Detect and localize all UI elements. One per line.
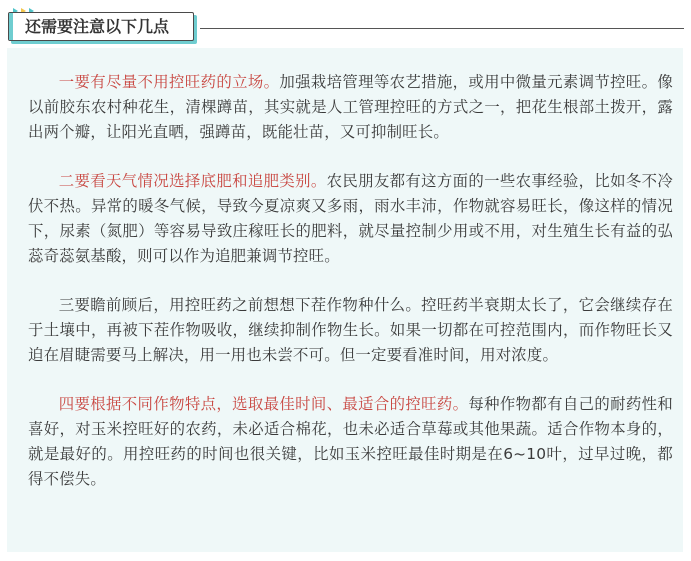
- paragraph-text: 三要瞻前顾后，用控旺药之前想想下茬作物种什么。控旺药半衰期太长了，它会继续存在于土壤中，再被下茬作物吸收，继续抑制作物生长。如果一切都在可控范围内，而作物旺长又迫在眉睫需要马上解决，用一用也未尝不可。但一定要看准时间，用对浓度。: [28, 296, 673, 364]
- paragraph-3: [28, 293, 673, 368]
- paragraph-4: [28, 392, 673, 492]
- paragraph-highlight: 一要有尽量不用控旺药的立场。: [58, 73, 280, 91]
- header-divider: [200, 28, 684, 29]
- paragraph-2: [28, 169, 673, 269]
- section-header: [0, 0, 691, 48]
- section-title: 还需要注意以下几点: [25, 17, 170, 36]
- paragraph-1: [28, 70, 673, 145]
- section-title-box: [8, 12, 194, 41]
- article-body: [7, 48, 683, 552]
- paragraph-text: 农民朋友都有这方面的一些农事经验，比如冬不冷伏不热。异常的暖冬气候，导致今夏凉爽又多雨，雨水丰沛，作物就容易旺长，像这样的情况下，尿素（氮肥）等容易导致庄稼旺长的肥料，就尽量控制少用或不用，对生殖生长有益的弘蕊奇蕊氨基酸，则可以作为追肥兼调节控旺。: [28, 172, 673, 265]
- paragraph-text: 每种作物都有自己的耐药性和喜好，对玉米控旺好的农药，未必适合棉花，也未必适合草莓或其他果蔬。适合作物本身的，就是最好的。用控旺药的时间也很关键，比如玉米控旺最佳时期是在6~10叶，过早过晚，都得不偿失。: [28, 395, 673, 488]
- paragraph-text: 加强栽培管理等农艺措施，或用中微量元素调节控旺。像以前胶东农村种花生，清棵蹲苗，其实就是人工管理控旺的方式之一，把花生根部土拨开，露出两个瓣，让阳光直晒，强蹲苗，既能壮苗，又可抑制旺长。: [28, 73, 673, 141]
- paragraph-highlight: 二要看天气情况选择底肥和追肥类别。: [58, 172, 327, 190]
- paragraph-highlight: 四要根据不同作物特点，选取最佳时间、最适合的控旺药。: [58, 395, 469, 413]
- title-accent-bar: [9, 13, 13, 40]
